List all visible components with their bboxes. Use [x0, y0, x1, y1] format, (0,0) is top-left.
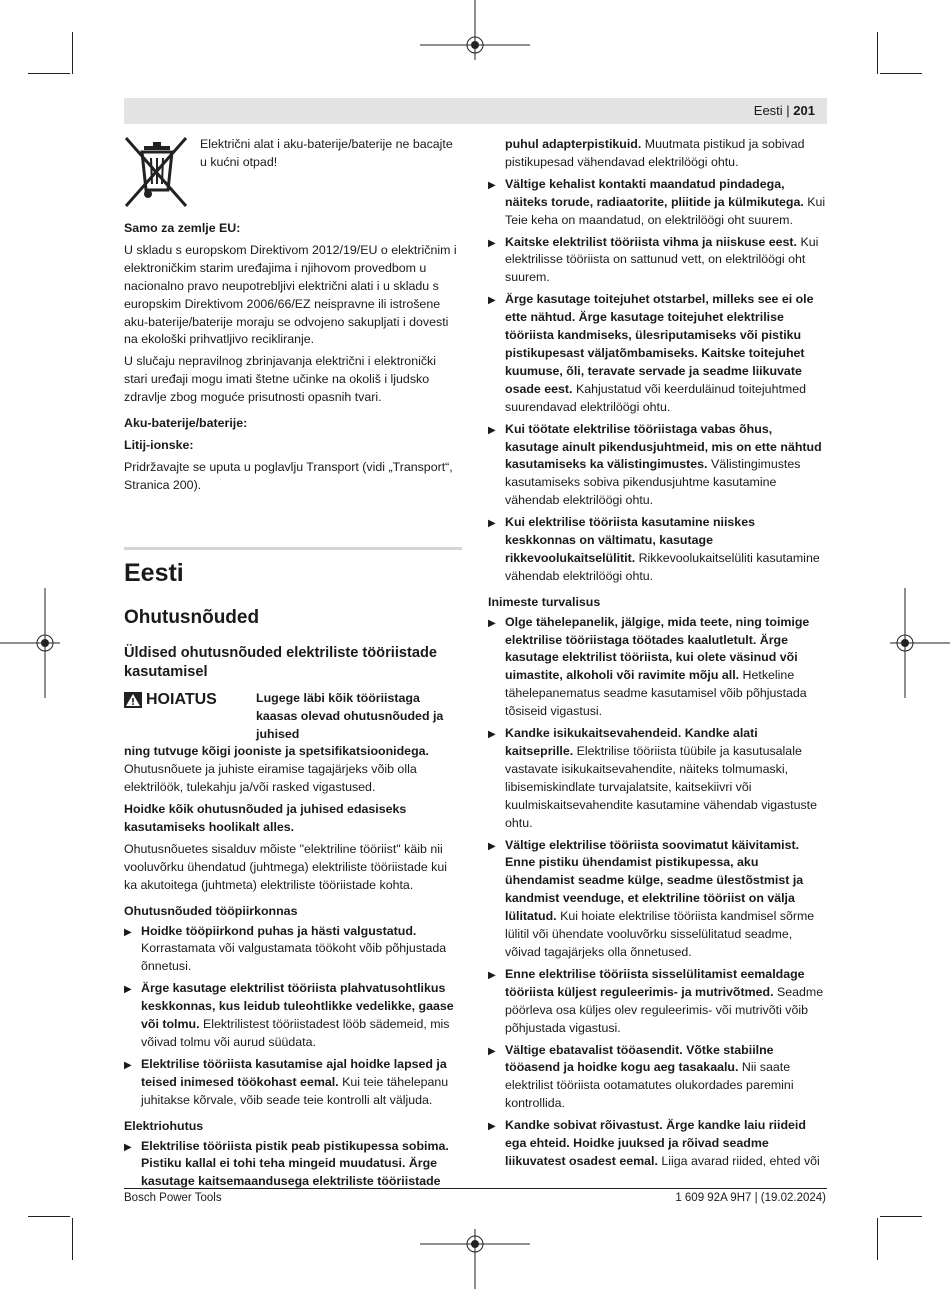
arrow-bullet-icon: ▶ [488, 729, 496, 741]
list-item: ▶ Kandke isikukaitsevahendeid. Kandke alati kaitseprille. Elektrilise tööriista tüübile ja kasutusalale vastavate isikukaitsevahendite, näiteks tolmumaski, libisemiskindlate turvajalatsite, kaitsekiivri või kuulmiskaitsevahendite kasutamine vähendab vigastuste ohtu. [488, 726, 818, 830]
warning-text-a: Lugege läbi kõik tööriistaga kaasas olevad ohutusnõuded ja juhised [256, 690, 444, 741]
warning-block [124, 690, 462, 744]
list-item: ▶ Kui elektrilise tööriista kasutamine niiskes keskkonnas on vältimatu, kasutage rikkevoolukaitselülitit. Rikkevoolukaitselüliti kasutamine vähendab elektrilöögi ohtu. [488, 515, 820, 583]
term-definition: Ohutusnõuetes sisalduv mõiste "elektriline tööriist" käib nii vooluvõrku ühendatud (juhtmega) elektriliste tööriistade kui ka akutoitega (juhtmeta) elektriliste tööriistade kohta. [124, 841, 448, 892]
list-item: ▶ Kandke sobivat rõivastust. Ärge kandke laiu riideid ega ehteid. Hoidke juuksed ja rõivad seadme liikuvatest osadest eemal. Liiga avarad riided, ehted või [488, 1118, 820, 1168]
registration-mark-icon [420, 1229, 530, 1289]
arrow-bullet-icon: ▶ [488, 1045, 496, 1057]
registration-mark-icon [420, 0, 530, 60]
language-title: Eesti [124, 558, 184, 587]
crop-mark [28, 73, 70, 74]
general-safety-title: Üldised ohutusnõuded elektriliste tööriistade kasutamisel [124, 644, 437, 680]
arrow-bullet-icon: ▶ [488, 1121, 496, 1133]
arrow-bullet-icon: ▶ [488, 424, 496, 436]
footer-doc-id: 1 609 92A 9H7 | (19.02.2024) [675, 1192, 826, 1204]
continued-item: puhul adapterpistikuid. Muutmata pistikud ja sobivad pistikupesad vähendavad elektrilöögi ohtu. [505, 137, 805, 169]
warning-text-b: ning tutvuge kõigi jooniste ja spetsifikatsioonidega. [124, 744, 429, 759]
work-area-heading: Ohutusnõuded tööpiirkonnas [124, 903, 298, 918]
arrow-bullet-icon: ▶ [488, 969, 496, 981]
eu-heading: Samo za zemlje EU: [124, 221, 241, 235]
arrow-bullet-icon: ▶ [124, 984, 132, 996]
weee-text: Električni alat i aku-baterije/baterije ne bacajte u kućni otpad! [200, 137, 453, 169]
arrow-bullet-icon: ▶ [124, 926, 132, 938]
list-item: ▶ Kui töötate elektrilise tööriistaga vabas õhus, kasutage ainult pikendusjuhtmeid, mis on ette nähtud kasutamiseks ka välistingimustes. Välistingimustes kasutamiseks sobiva pikendusjuhtme kasutamine vähendab elektrilöögi ohtu. [488, 421, 822, 508]
list-item: ▶ Ärge kasutage elektrilist tööriista plahvatusohtlikus keskkonnas, kus leidub tuleohtlikke vedelikke, gaase või tolmu. Elektrilistest tööriistadest lööb sädemeid, mis võivad tolmu või aurud süüdata. [124, 981, 454, 1049]
warning-consequence: Ohutusnõuete ja juhiste eiramise tagajärjeks võib olla elektrilöök, tulekahju ja/või rasked vigastused. [124, 762, 417, 795]
registration-mark-icon [0, 588, 60, 698]
crossed-bin-icon [124, 136, 190, 208]
list-item: ▶ Vältige ebatavalist tööasendit. Võtke stabiilne tööasend ja hoidke kogu aeg tasakaalu. Nii saate elektrilist tööriista ootamatutes olukordades paremini kontrollida. [488, 1042, 794, 1111]
arrow-bullet-icon: ▶ [488, 295, 496, 307]
left-column [124, 136, 462, 1195]
warning-triangle-icon [124, 692, 142, 708]
arrow-bullet-icon: ▶ [124, 1059, 132, 1071]
weee-notice [124, 136, 462, 208]
crop-mark [72, 1218, 73, 1260]
footer-brand: Bosch Power Tools [124, 1192, 222, 1204]
crop-mark [72, 32, 73, 74]
list-item: ▶ Enne elektrilise tööriista sisselülitamist eemaldage tööriista küljest reguleerimis- ja mutrivõtmed. Seadme pöörleva osa küljes olev reguleerimis- või mutrivõti võib põhjustada vigastusi. [488, 966, 824, 1035]
safety-title: Ohutusnõuded [124, 606, 260, 628]
arrow-bullet-icon: ▶ [488, 840, 496, 852]
list-item: ▶ Vältige elektrilise tööriista soovimatut käivitamist. Enne pistiku ühendamist pistikupessa, aku ühendamist seadme külge, seadme ülestõstmist ja kandmist veenduge, et elektriline tööriist on välja lülitatud. Kui hoiate elektrilise tööriista kandmisel sõrme lülitil või ühendate vooluvõrku sisselülitatud seadme, võivad tagajärjeks olla õnnetused. [488, 837, 815, 959]
page-number: 201 [793, 103, 815, 118]
list-item: ▶ Olge tähelepanelik, jälgige, mida teete, ning toimige elektrilise tööriistaga töötades kaalutletult. Ärge kasutage elektrilist tööriista, kui olete väsinud või uimastite, alkoholi või ravimite mõju all. Hetkeline tähelepanematus seadme kasutamisel võib põhjustada tõsiseid vigastusi. [488, 614, 810, 719]
list-item: ▶ Hoidke tööpiirkond puhas ja hästi valgustatud. Korrastamata või valgustamata töökoht võib põhjustada õnnetusi. [124, 923, 447, 974]
list-item: ▶ Elektrilise tööriista pistik peab pistikupessa sobima. Pistiku kallal ei tohi teha mingeid muudatusi. Ärge kasutage kaitsemaandusega elektriliste tööriistade [124, 1138, 449, 1189]
battery-heading: Aku-baterije/baterije: [124, 416, 248, 431]
crop-mark [877, 1218, 878, 1260]
li-ion-heading: Litij-ionske: [124, 437, 194, 452]
electrical-heading: Elektriohutus [124, 1118, 204, 1133]
crop-mark [28, 1216, 70, 1217]
section-divider [124, 547, 462, 550]
warning-label: HOIATUS [146, 690, 217, 708]
li-ion-text: Pridržavajte se uputa u poglavlju Transport (vidi „Transport“, Stranica 200). [124, 459, 453, 492]
eu-paragraph-1: U skladu s europskom Direktivom 2012/19/EU o električnim i elektroničkim starim uređajima i njihovom provedbom u nacionalno pravo neupotrebljivi električni alati i u skladu s europskim Direktivom 2006/66/EZ neispravne ili istrošene aku-baterije/baterije moraju se odvojeno sakupljati i dovesti na ekološki prihvatljivo recikliranje. [124, 242, 457, 347]
arrow-bullet-icon: ▶ [488, 518, 496, 530]
arrow-bullet-icon: ▶ [488, 617, 496, 629]
right-column [488, 136, 826, 1175]
header-band [124, 98, 827, 124]
arrow-bullet-icon: ▶ [124, 1141, 132, 1153]
crop-mark [880, 1216, 922, 1217]
list-item: ▶ Ärge kasutage toitejuhet otstarbel, milleks see ei ole ette nähtud. Ärge kasutage toitejuhet elektrilise tööriista kandmiseks, ülesriputamiseks või pistiku pistikupesast väljatõmbamiseks. Kaitske toitejuhet kuumuse, õli, teravate servade ja seadme liikuvate osade eest. Kahjustatud või keerduläinud toitejuhtmed suurendavad elektrilöögi ohtu. [488, 292, 814, 414]
list-item: ▶ Vältige kehalist kontakti maandatud pindadega, näiteks torude, radiaatorite, pliitide ja külmikutega. Kui Teie keha on maandatud, on elektrilöögi oht suurem. [488, 176, 826, 227]
crop-mark [880, 73, 922, 74]
crop-mark [877, 32, 878, 74]
footer-rule [124, 1188, 827, 1189]
personal-safety-heading: Inimeste turvalisus [488, 594, 601, 609]
arrow-bullet-icon: ▶ [488, 179, 496, 191]
arrow-bullet-icon: ▶ [488, 237, 496, 249]
header-separator: | [782, 103, 794, 118]
keep-instructions: Hoidke kõik ohutusnõuded ja juhised edasiseks kasutamiseks hoolikalt alles. [124, 802, 407, 835]
registration-mark-icon [890, 588, 950, 698]
page-header [754, 103, 815, 118]
list-item: ▶ Kaitske elektrilist tööriista vihma ja niiskuse eest. Kui elektrilisse tööriista on sattunud vett, on elektrilöögi oht suurem. [488, 234, 819, 285]
warning-badge [124, 691, 256, 709]
list-item: ▶ Elektrilise tööriista kasutamise ajal hoidke lapsed ja teised inimesed töökohast eemal. Kui teie tähelepanu juhitakse kõrvale, võib seade teie kontrolli alt väljuda. [124, 1056, 449, 1107]
header-section: Eesti [753, 103, 783, 118]
eu-paragraph-2: U slučaju nepravilnog zbrinjavanja električni i elektronički stari uređaji mogu imati štetne učinke na okoliš i ljudsko zdravlje zbog moguće prisutnosti opasnih tvari. [124, 354, 436, 405]
